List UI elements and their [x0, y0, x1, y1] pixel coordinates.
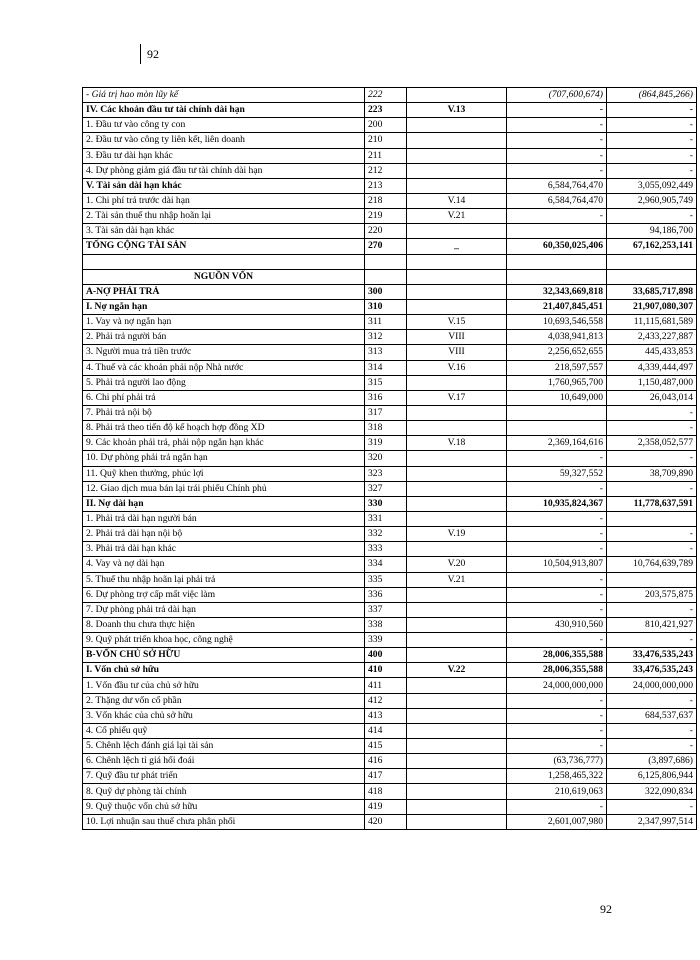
table-row — [83, 451, 697, 466]
beginning-balance-cell: 11,778,637,591 — [607, 496, 697, 511]
ending-balance-cell: - — [507, 602, 607, 617]
item-code-cell — [365, 254, 407, 269]
item-name-cell: 1. Phải trả dài hạn người bán — [83, 511, 365, 526]
beginning-balance-cell: - — [607, 723, 697, 738]
item-note-cell — [407, 178, 507, 193]
item-name-cell: 3. Người mua trả tiền trước — [83, 345, 365, 360]
item-code-cell: 323 — [365, 466, 407, 481]
item-name-cell: 6. Chi phí phải trả — [83, 390, 365, 405]
ending-balance-cell: - — [507, 633, 607, 648]
beginning-balance-cell: - — [607, 209, 697, 224]
ending-balance-cell: 21,407,845,451 — [507, 299, 607, 314]
ending-balance-cell: - — [507, 572, 607, 587]
beginning-balance-cell: 203,575,875 — [607, 587, 697, 602]
ending-balance-cell — [507, 269, 607, 284]
item-code-cell: 311 — [365, 315, 407, 330]
item-note-cell — [407, 299, 507, 314]
ending-balance-cell: 1,258,465,322 — [507, 769, 607, 784]
item-name-cell: 3. Phải trả dài hạn khác — [83, 542, 365, 557]
item-code-cell: 200 — [365, 118, 407, 133]
table-row — [83, 633, 697, 648]
item-code-cell: 316 — [365, 390, 407, 405]
item-note-cell — [407, 481, 507, 496]
beginning-balance-cell: 67,162,253,141 — [607, 239, 697, 254]
ending-balance-cell: - — [507, 799, 607, 814]
beginning-balance-cell: 3,055,092,449 — [607, 178, 697, 193]
item-note-cell — [407, 466, 507, 481]
ending-balance-cell — [507, 224, 607, 239]
item-code-cell: 412 — [365, 693, 407, 708]
item-name-cell: I. Vốn chủ sở hữu — [83, 663, 365, 678]
beginning-balance-cell: (3,897,686) — [607, 754, 697, 769]
item-name-cell: 6. Chênh lệch tỉ giá hối đoái — [83, 754, 365, 769]
item-name-cell: 4. Dự phòng giảm giá đầu tư tài chính dài hạn — [83, 163, 365, 178]
item-code-cell: 336 — [365, 587, 407, 602]
beginning-balance-cell: 33,476,535,243 — [607, 648, 697, 663]
beginning-balance-cell — [607, 511, 697, 526]
beginning-balance-cell: - — [607, 163, 697, 178]
beginning-balance-cell: 38,709,890 — [607, 466, 697, 481]
item-note-cell: V.15 — [407, 315, 507, 330]
beginning-balance-cell: - — [607, 633, 697, 648]
beginning-balance-cell: (864,845,266) — [607, 88, 697, 103]
item-name-cell: 2. Phải trả người bán — [83, 330, 365, 345]
ending-balance-cell: 430,910,560 — [507, 617, 607, 632]
item-name-cell: 7. Phải trả nội bộ — [83, 405, 365, 420]
item-note-cell — [407, 163, 507, 178]
item-code-cell: 414 — [365, 723, 407, 738]
table-row — [83, 390, 697, 405]
beginning-balance-cell — [607, 254, 697, 269]
item-name-cell: 9. Quỹ thuộc vốn chủ sở hữu — [83, 799, 365, 814]
item-code-cell: 400 — [365, 648, 407, 663]
beginning-balance-cell: - — [607, 133, 697, 148]
item-note-cell — [407, 269, 507, 284]
item-name-cell: 1. Đầu tư vào công ty con — [83, 118, 365, 133]
table-row — [83, 315, 697, 330]
item-note-cell: V.21 — [407, 209, 507, 224]
item-note-cell — [407, 451, 507, 466]
item-note-cell — [407, 284, 507, 299]
table-row — [83, 299, 697, 314]
item-code-cell: 310 — [365, 299, 407, 314]
beginning-balance-cell: 1,150,487,000 — [607, 375, 697, 390]
item-note-cell — [407, 739, 507, 754]
balance-sheet-table — [82, 87, 697, 830]
item-note-cell — [407, 814, 507, 829]
page-number-header: 92 — [140, 44, 159, 64]
item-name-cell: 8. Phải trả theo tiến độ kế hoạch hợp đồng XD — [83, 421, 365, 436]
item-code-cell: 315 — [365, 375, 407, 390]
item-name-cell: 1. Vốn đầu tư của chủ sở hữu — [83, 678, 365, 693]
ending-balance-cell: 2,601,007,980 — [507, 814, 607, 829]
item-code-cell: 218 — [365, 193, 407, 208]
item-note-cell — [407, 148, 507, 163]
item-note-cell: V.13 — [407, 103, 507, 118]
item-code-cell: 223 — [365, 103, 407, 118]
beginning-balance-cell: - — [607, 451, 697, 466]
item-note-cell — [407, 496, 507, 511]
table-row — [83, 330, 697, 345]
table-row — [83, 345, 697, 360]
beginning-balance-cell: 11,115,681,589 — [607, 315, 697, 330]
beginning-balance-cell: - — [607, 602, 697, 617]
beginning-balance-cell: 33,685,717,898 — [607, 284, 697, 299]
item-name-cell: 9. Quỹ phát triển khoa học, công nghệ — [83, 633, 365, 648]
beginning-balance-cell: 33,476,535,243 — [607, 663, 697, 678]
table-row — [83, 163, 697, 178]
ending-balance-cell: - — [507, 739, 607, 754]
ending-balance-cell: 4,038,941,813 — [507, 330, 607, 345]
item-code-cell: 411 — [365, 678, 407, 693]
item-code-cell: 339 — [365, 633, 407, 648]
item-name-cell: 12. Giao dịch mua bán lại trái phiếu Chính phủ — [83, 481, 365, 496]
item-code-cell: 417 — [365, 769, 407, 784]
table-row — [83, 360, 697, 375]
item-note-cell: VIII — [407, 330, 507, 345]
table-row — [83, 239, 697, 254]
item-note-cell — [407, 602, 507, 617]
beginning-balance-cell — [607, 269, 697, 284]
ending-balance-cell: 218,597,557 — [507, 360, 607, 375]
item-code-cell: 211 — [365, 148, 407, 163]
item-note-cell: V.17 — [407, 390, 507, 405]
item-code-cell: 300 — [365, 284, 407, 299]
item-code-cell: 222 — [365, 88, 407, 103]
beginning-balance-cell: - — [607, 527, 697, 542]
item-name-cell: 2. Đầu tư vào công ty liên kết, liên doanh — [83, 133, 365, 148]
item-code-cell: 219 — [365, 209, 407, 224]
item-code-cell: 330 — [365, 496, 407, 511]
item-code-cell: 415 — [365, 739, 407, 754]
ending-balance-cell: 10,935,824,367 — [507, 496, 607, 511]
item-note-cell — [407, 617, 507, 632]
item-note-cell — [407, 254, 507, 269]
beginning-balance-cell: 21,907,080,307 — [607, 299, 697, 314]
item-name-cell: 3. Vốn khác của chủ sở hữu — [83, 708, 365, 723]
item-note-cell — [407, 648, 507, 663]
beginning-balance-cell: - — [607, 103, 697, 118]
table-row — [83, 193, 697, 208]
table-row — [83, 118, 697, 133]
ending-balance-cell: - — [507, 511, 607, 526]
item-code-cell: 313 — [365, 345, 407, 360]
ending-balance-cell: - — [507, 209, 607, 224]
balance-sheet-rows — [83, 88, 697, 830]
ending-balance-cell: 1,760,965,700 — [507, 375, 607, 390]
item-name-cell: IV. Các khoản đầu tư tài chính dài hạn — [83, 103, 365, 118]
beginning-balance-cell: 94,186,700 — [607, 224, 697, 239]
item-note-cell: _ — [407, 239, 507, 254]
item-name-cell: 3. Tài sản dài hạn khác — [83, 224, 365, 239]
table-row — [83, 436, 697, 451]
item-note-cell — [407, 375, 507, 390]
table-row — [83, 405, 697, 420]
table-row — [83, 103, 697, 118]
item-code-cell: 333 — [365, 542, 407, 557]
beginning-balance-cell: 684,537,637 — [607, 708, 697, 723]
ending-balance-cell: - — [507, 133, 607, 148]
ending-balance-cell: 32,343,669,818 — [507, 284, 607, 299]
ending-balance-cell: - — [507, 103, 607, 118]
item-note-cell — [407, 133, 507, 148]
item-note-cell: V.22 — [407, 663, 507, 678]
item-name-cell: 3. Đầu tư dài hạn khác — [83, 148, 365, 163]
item-code-cell: 312 — [365, 330, 407, 345]
item-code-cell: 320 — [365, 451, 407, 466]
beginning-balance-cell: - — [607, 693, 697, 708]
item-note-cell — [407, 769, 507, 784]
ending-balance-cell: - — [507, 118, 607, 133]
item-note-cell: VIII — [407, 345, 507, 360]
item-note-cell — [407, 88, 507, 103]
table-row — [83, 663, 697, 678]
item-note-cell — [407, 118, 507, 133]
ending-balance-cell: 24,000,000,000 — [507, 678, 607, 693]
item-code-cell: 332 — [365, 527, 407, 542]
item-note-cell: V.18 — [407, 436, 507, 451]
table-row — [83, 678, 697, 693]
item-code-cell: 318 — [365, 421, 407, 436]
item-name-cell: 8. Doanh thu chưa thực hiện — [83, 617, 365, 632]
beginning-balance-cell: 2,433,227,887 — [607, 330, 697, 345]
ending-balance-cell: - — [507, 693, 607, 708]
table-row — [83, 557, 697, 572]
item-note-cell — [407, 723, 507, 738]
item-name-cell: 9. Các khoản phải trả, phải nộp ngắn hạn khác — [83, 436, 365, 451]
table-row — [83, 269, 697, 284]
table-row — [83, 88, 697, 103]
item-code-cell: 317 — [365, 405, 407, 420]
ending-balance-cell: - — [507, 163, 607, 178]
item-note-cell — [407, 799, 507, 814]
ending-balance-cell: - — [507, 587, 607, 602]
item-code-cell: 212 — [365, 163, 407, 178]
item-note-cell — [407, 693, 507, 708]
ending-balance-cell: - — [507, 451, 607, 466]
item-note-cell — [407, 542, 507, 557]
ending-balance-cell — [507, 421, 607, 436]
item-name-cell: 5. Thuế thu nhập hoãn lại phải trả — [83, 572, 365, 587]
beginning-balance-cell: - — [607, 542, 697, 557]
ending-balance-cell: 59,327,552 — [507, 466, 607, 481]
ending-balance-cell: - — [507, 723, 607, 738]
table-row — [83, 693, 697, 708]
item-note-cell — [407, 405, 507, 420]
ending-balance-cell: - — [507, 148, 607, 163]
item-code-cell: 338 — [365, 617, 407, 632]
item-name-cell: 10. Lợi nhuận sau thuế chưa phân phối — [83, 814, 365, 829]
item-name-cell: 2. Tài sản thuế thu nhập hoãn lại — [83, 209, 365, 224]
table-row — [83, 133, 697, 148]
beginning-balance-cell: 810,421,927 — [607, 617, 697, 632]
item-name-cell: 5. Phải trả người lao động — [83, 375, 365, 390]
table-row — [83, 799, 697, 814]
table-row — [83, 284, 697, 299]
item-note-cell: V.19 — [407, 527, 507, 542]
item-code-cell: 416 — [365, 754, 407, 769]
item-code-cell: 419 — [365, 799, 407, 814]
item-code-cell: 337 — [365, 602, 407, 617]
beginning-balance-cell: 4,339,444,497 — [607, 360, 697, 375]
table-row — [83, 481, 697, 496]
item-code-cell: 331 — [365, 511, 407, 526]
ending-balance-cell: 10,649,000 — [507, 390, 607, 405]
table-row — [83, 572, 697, 587]
table-row — [83, 723, 697, 738]
item-code-cell: 213 — [365, 178, 407, 193]
item-note-cell: V.20 — [407, 557, 507, 572]
table-row — [83, 496, 697, 511]
item-code-cell: 335 — [365, 572, 407, 587]
beginning-balance-cell: 2,960,905,749 — [607, 193, 697, 208]
beginning-balance-cell: - — [607, 799, 697, 814]
beginning-balance-cell: 24,000,000,000 — [607, 678, 697, 693]
table-row — [83, 148, 697, 163]
beginning-balance-cell: 322,090,834 — [607, 784, 697, 799]
item-name-cell: - Giá trị hao mòn lũy kế — [83, 88, 365, 103]
table-row — [83, 754, 697, 769]
beginning-balance-cell — [607, 572, 697, 587]
item-code-cell — [365, 269, 407, 284]
item-name-cell: NGUỒN VỐN — [83, 269, 365, 284]
item-code-cell: 270 — [365, 239, 407, 254]
item-code-cell: 314 — [365, 360, 407, 375]
table-row — [83, 617, 697, 632]
beginning-balance-cell: 10,764,639,789 — [607, 557, 697, 572]
beginning-balance-cell: 6,125,806,944 — [607, 769, 697, 784]
item-code-cell: 319 — [365, 436, 407, 451]
item-code-cell: 210 — [365, 133, 407, 148]
table-row — [83, 739, 697, 754]
item-name-cell: 5. Chênh lệch đánh giá lại tài sản — [83, 739, 365, 754]
ending-balance-cell: 6,584,764,470 — [507, 193, 607, 208]
ending-balance-cell: - — [507, 708, 607, 723]
ending-balance-cell: 2,369,164,616 — [507, 436, 607, 451]
beginning-balance-cell: - — [607, 481, 697, 496]
item-note-cell — [407, 754, 507, 769]
ending-balance-cell — [507, 254, 607, 269]
table-row — [83, 209, 697, 224]
beginning-balance-cell: 445,433,853 — [607, 345, 697, 360]
table-row — [83, 224, 697, 239]
item-name-cell: 7. Quỹ đầu tư phát triển — [83, 769, 365, 784]
beginning-balance-cell: - — [607, 148, 697, 163]
ending-balance-cell — [507, 405, 607, 420]
page-number-footer: 92 — [600, 902, 612, 916]
table-row — [83, 648, 697, 663]
beginning-balance-cell: 26,043,014 — [607, 390, 697, 405]
item-code-cell: 420 — [365, 814, 407, 829]
table-row — [83, 466, 697, 481]
item-code-cell: 418 — [365, 784, 407, 799]
item-note-cell — [407, 224, 507, 239]
table-row — [83, 587, 697, 602]
item-name-cell: 11. Quỹ khen thưởng, phúc lợi — [83, 466, 365, 481]
item-code-cell: 410 — [365, 663, 407, 678]
item-name-cell: 8. Quỹ dự phòng tài chính — [83, 784, 365, 799]
beginning-balance-cell: 2,347,997,514 — [607, 814, 697, 829]
item-name-cell: II. Nợ dài hạn — [83, 496, 365, 511]
item-note-cell — [407, 708, 507, 723]
item-name-cell — [83, 254, 365, 269]
ending-balance-cell: 6,584,764,470 — [507, 178, 607, 193]
item-name-cell: 7. Dự phòng phải trả dài hạn — [83, 602, 365, 617]
table-row — [83, 254, 697, 269]
item-note-cell — [407, 511, 507, 526]
item-code-cell: 413 — [365, 708, 407, 723]
item-name-cell: A-NỢ PHẢI TRẢ — [83, 284, 365, 299]
table-row — [83, 421, 697, 436]
ending-balance-cell: 60,350,025,406 — [507, 239, 607, 254]
ending-balance-cell: 210,619,063 — [507, 784, 607, 799]
item-name-cell: 4. Thuế và các khoản phải nộp Nhà nước — [83, 360, 365, 375]
item-note-cell — [407, 678, 507, 693]
beginning-balance-cell: - — [607, 405, 697, 420]
table-row — [83, 708, 697, 723]
beginning-balance-cell: - — [607, 739, 697, 754]
table-row — [83, 511, 697, 526]
item-name-cell: TỔNG CỘNG TÀI SẢN — [83, 239, 365, 254]
ending-balance-cell: - — [507, 481, 607, 496]
ending-balance-cell: 10,504,913,807 — [507, 557, 607, 572]
ending-balance-cell: - — [507, 542, 607, 557]
ending-balance-cell: 10,693,546,558 — [507, 315, 607, 330]
item-note-cell: V.21 — [407, 572, 507, 587]
ending-balance-cell: (707,600,674) — [507, 88, 607, 103]
item-name-cell: 1. Chi phí trả trước dài hạn — [83, 193, 365, 208]
table-row — [83, 814, 697, 829]
ending-balance-cell: - — [507, 527, 607, 542]
item-name-cell: 2. Phải trả dài hạn nội bộ — [83, 527, 365, 542]
beginning-balance-cell: - — [607, 421, 697, 436]
item-note-cell: V.16 — [407, 360, 507, 375]
table-row — [83, 178, 697, 193]
table-row — [83, 602, 697, 617]
item-name-cell: 6. Dự phòng trợ cấp mất việc làm — [83, 587, 365, 602]
item-name-cell: 2. Thặng dư vốn cổ phần — [83, 693, 365, 708]
item-note-cell — [407, 587, 507, 602]
item-name-cell: 4. Cổ phiếu quỹ — [83, 723, 365, 738]
table-row — [83, 527, 697, 542]
item-name-cell: B-VỐN CHỦ SỞ HỮU — [83, 648, 365, 663]
table-row — [83, 375, 697, 390]
item-note-cell — [407, 784, 507, 799]
item-note-cell — [407, 421, 507, 436]
table-row — [83, 769, 697, 784]
item-note-cell: V.14 — [407, 193, 507, 208]
item-name-cell: 4. Vay và nợ dài hạn — [83, 557, 365, 572]
item-name-cell: 10. Dự phòng phải trả ngắn hạn — [83, 451, 365, 466]
table-row — [83, 542, 697, 557]
ending-balance-cell: 2,256,652,655 — [507, 345, 607, 360]
item-name-cell: I. Nợ ngắn hạn — [83, 299, 365, 314]
item-code-cell: 334 — [365, 557, 407, 572]
ending-balance-cell: (63,736,777) — [507, 754, 607, 769]
beginning-balance-cell: - — [607, 118, 697, 133]
beginning-balance-cell: 2,358,052,577 — [607, 436, 697, 451]
ending-balance-cell: 28,006,355,588 — [507, 648, 607, 663]
item-code-cell: 327 — [365, 481, 407, 496]
item-name-cell: 1. Vay và nợ ngắn hạn — [83, 315, 365, 330]
table-row — [83, 784, 697, 799]
ending-balance-cell: 28,006,355,588 — [507, 663, 607, 678]
item-name-cell: V. Tài sản dài hạn khác — [83, 178, 365, 193]
item-note-cell — [407, 633, 507, 648]
item-code-cell: 220 — [365, 224, 407, 239]
